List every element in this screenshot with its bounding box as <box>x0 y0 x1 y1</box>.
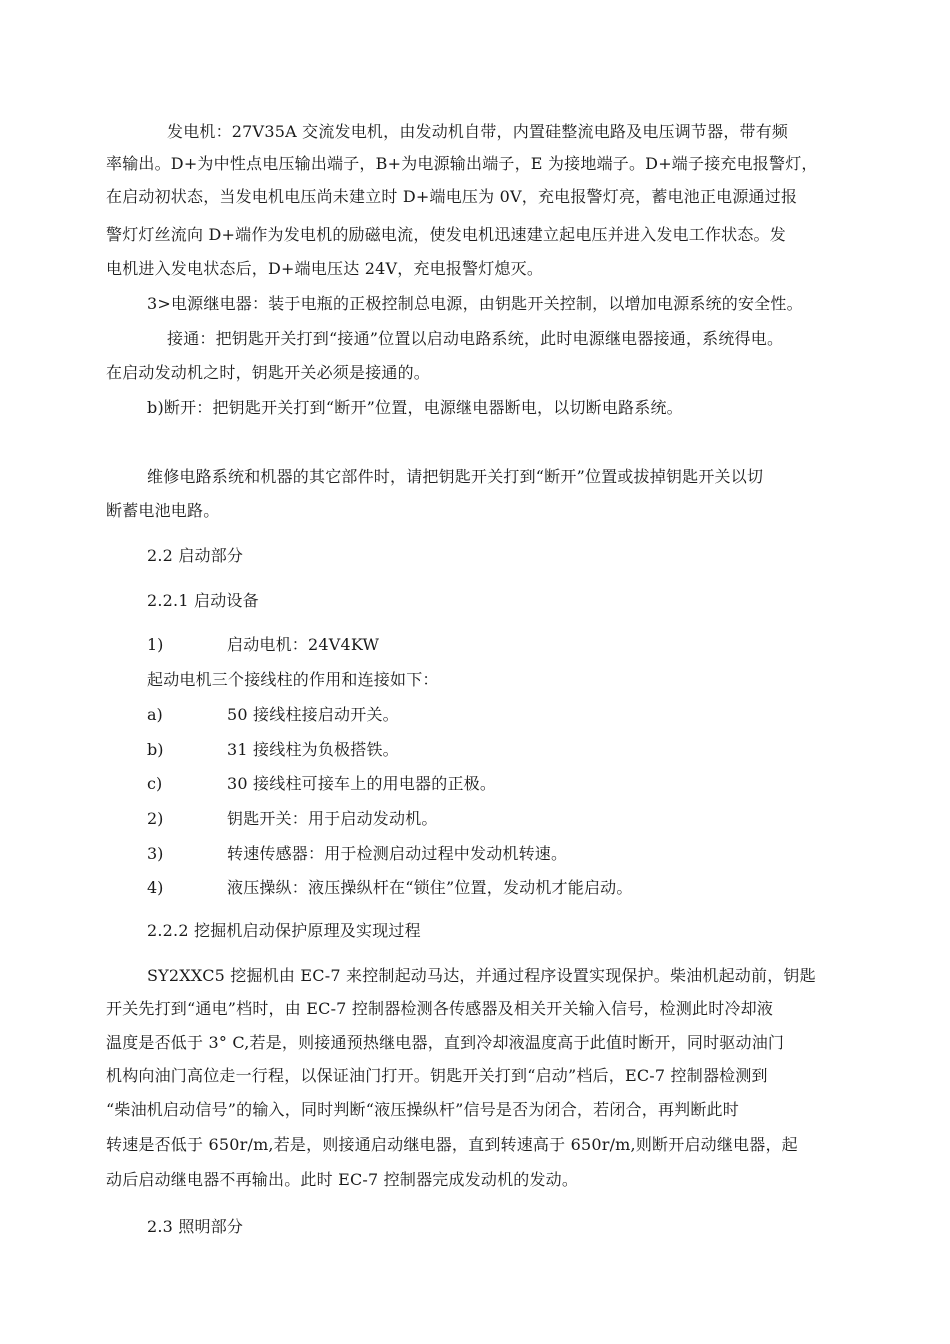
generator-line-3: 在启动初状态，当发电机电压尚未建立时 D+端电压为 0V，充电报警灯亮，蓄电池正电源通过报 <box>106 187 798 206</box>
maintenance-line-1: 维修电路系统和机器的其它部件时，请把钥匙开关打到“断开”位置或拔掉钥匙开关以切 <box>147 467 764 486</box>
list-marker-2: 2) <box>147 809 164 828</box>
list-item-key-switch: 钥匙开关：用于启动发动机。 <box>227 809 438 828</box>
relay-line-1: 3>电源继电器：装于电瓶的正极控制总电源，由钥匙开关控制，以增加电源系统的安全性。 <box>147 294 803 313</box>
protection-line-2: 开关先打到“通电”档时，由 EC-7 控制器检测各传感器及相关开关输入信号，检测此时冷却液 <box>106 999 774 1018</box>
generator-line-4: 警灯灯丝流向 D+端作为发电机的励磁电流，使发电机迅速建立起电压并进入发电工作状态。发 <box>106 225 786 244</box>
list-item-terminal-30: 30 接线柱可接车上的用电器的正极。 <box>227 774 497 793</box>
list-marker-a: a) <box>147 705 163 724</box>
connect-line-1: 接通：把钥匙开关打到“接通”位置以启动电路系统，此时电源继电器接通，系统得电。 <box>167 329 784 348</box>
list-item-terminal-50: 50 接线柱接启动开关。 <box>227 705 399 724</box>
protection-line-6: 转速是否低于 650r/m,若是，则接通启动继电器，直到转速高于 650r/m,则断开启动继电器，起 <box>106 1135 798 1154</box>
generator-line-1: 发电机：27V35A 交流发电机，由发动机自带，内置硅整流电路及电压调节器，带有频 <box>167 122 789 141</box>
list-item-hydraulic: 液压操纵：液压操纵杆在“锁住”位置，发动机才能启动。 <box>227 878 633 897</box>
generator-line-2: 率输出。D+为中性点电压输出端子，B+为电源输出端子，E 为接地端子。D+端子接充电报警灯， <box>106 154 818 173</box>
protection-line-3: 温度是否低于 3° C,若是，则接通预热继电器，直到冷却液温度高于此值时断开，同时驱动油门 <box>106 1033 785 1052</box>
list-marker-1: 1) <box>147 635 164 654</box>
list-item-speed-sensor: 转速传感器：用于检测启动过程中发动机转速。 <box>227 844 568 863</box>
list-item-starter-motor: 启动电机：24V4KW <box>227 635 380 654</box>
protection-line-7: 动后启动继电器不再输出。此时 EC-7 控制器完成发动机的发动。 <box>106 1170 579 1189</box>
maintenance-line-2: 断蓄电池电路。 <box>106 501 220 520</box>
protection-line-4: 机构向油门高位走一行程，以保证油门打开。钥匙开关打到“启动”档后，EC-7 控制器检测到 <box>106 1066 768 1085</box>
protection-line-5: “柴油机启动信号”的输入，同时判断“液压操纵杆”信号是否为闭合，若闭合，再判断此时 <box>106 1100 739 1119</box>
section-heading-2-2: 2.2 启动部分 <box>147 546 244 565</box>
protection-line-1: SY2XXC5 挖掘机由 EC-7 来控制起动马达，并通过程序设置实现保护。柴油机起动前，钥匙 <box>147 966 816 985</box>
section-heading-2-3: 2.3 照明部分 <box>147 1217 244 1236</box>
section-heading-2-2-1: 2.2.1 启动设备 <box>147 591 259 610</box>
list-marker-3: 3) <box>147 844 164 863</box>
starter-intro: 起动电机三个接线柱的作用和连接如下： <box>147 670 439 689</box>
list-item-terminal-31: 31 接线柱为负极搭铁。 <box>227 740 399 759</box>
generator-line-5: 电机进入发电状态后，D+端电压达 24V，充电报警灯熄灭。 <box>106 259 544 278</box>
disconnect-line-1: b)断开：把钥匙开关打到“断开”位置，电源继电器断电，以切断电路系统。 <box>147 398 683 417</box>
list-marker-c: c) <box>147 774 163 793</box>
list-marker-4: 4) <box>147 878 164 897</box>
connect-line-2: 在启动发动机之时，钥匙开关必须是接通的。 <box>106 363 431 382</box>
list-marker-b: b) <box>147 740 164 759</box>
section-heading-2-2-2: 2.2.2 挖掘机启动保护原理及实现过程 <box>147 921 421 940</box>
